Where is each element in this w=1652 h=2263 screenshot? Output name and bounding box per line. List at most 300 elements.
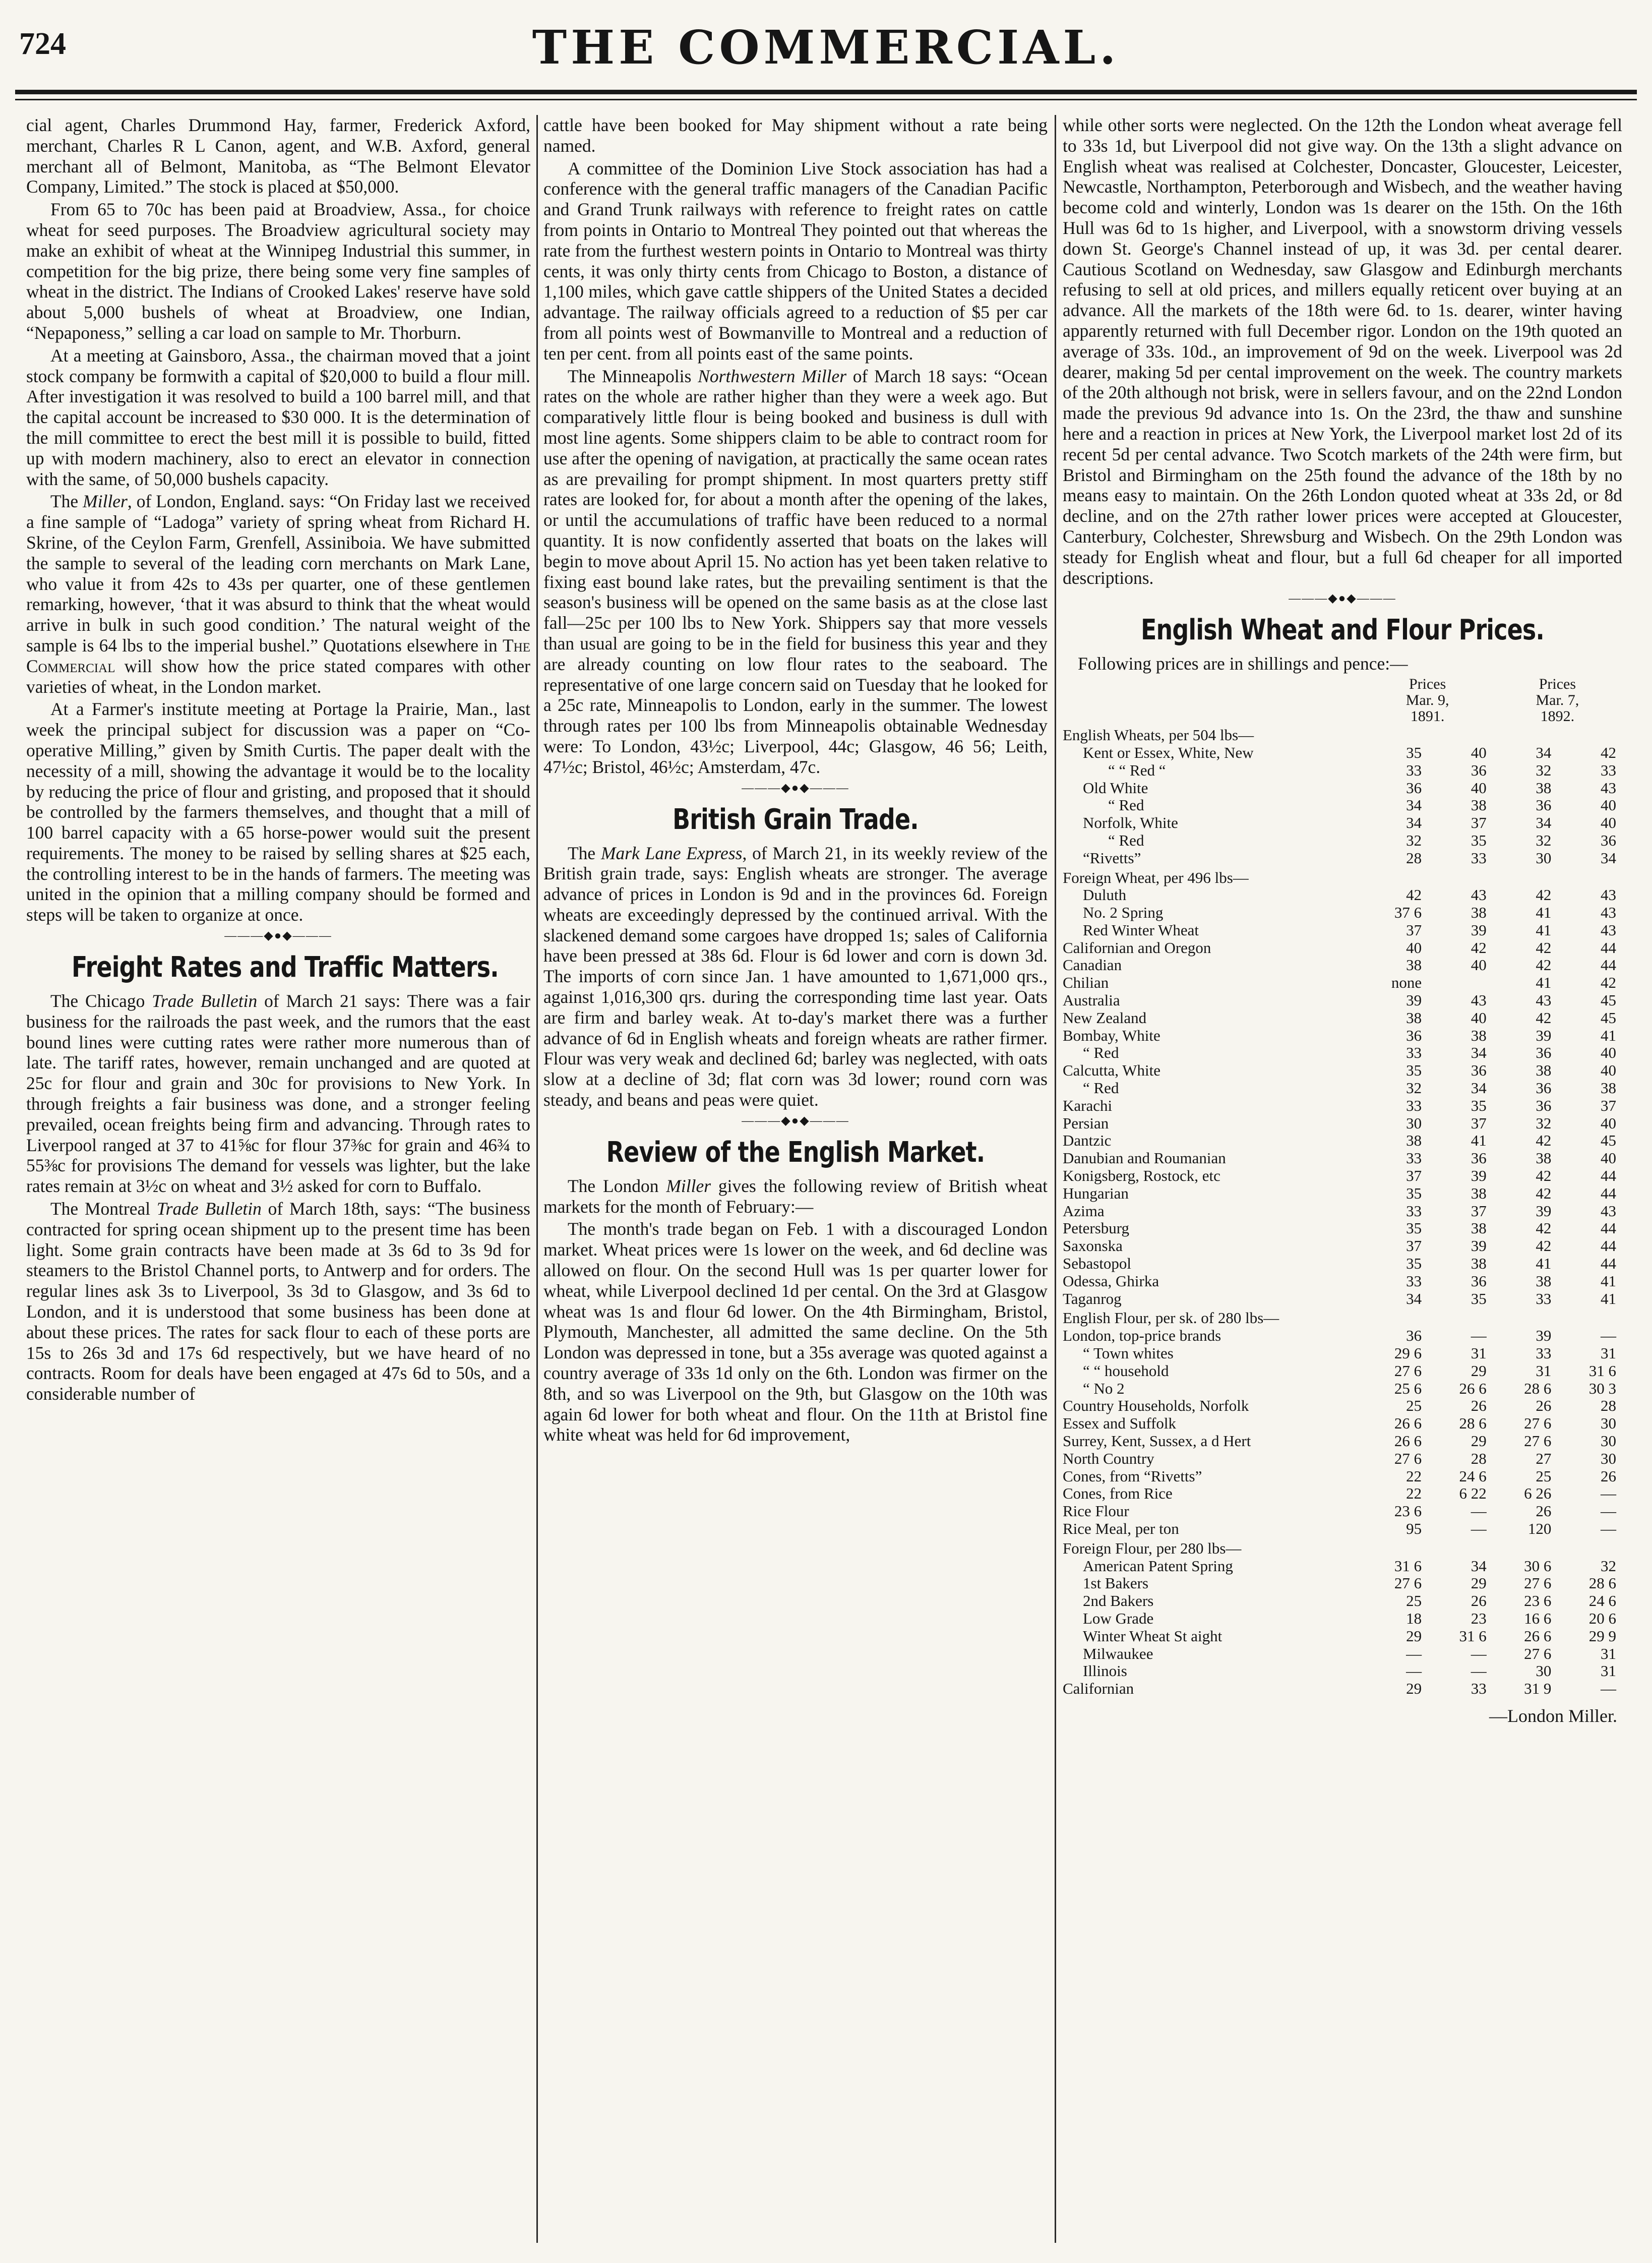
table-row: [1063, 886, 1622, 904]
table-cell-value: [1363, 867, 1428, 887]
table-cell-value: 32: [1536, 761, 1552, 779]
table-cell-value: 32: [1601, 1557, 1616, 1575]
table-cell-value: 37 6: [1394, 904, 1422, 922]
table-cell-name: Rice Flour: [1063, 1503, 1129, 1520]
column-header: Mar. 9,: [1405, 692, 1449, 709]
table-cell-value: 35: [1471, 831, 1487, 849]
table-cell-value: 16 6: [1524, 1610, 1552, 1627]
table-cell-value: 45: [1601, 1132, 1616, 1150]
table-cell-value: 34: [1471, 1080, 1487, 1097]
table-cell-value: 6 26: [1524, 1485, 1552, 1503]
table-cell-value: 45: [1601, 1009, 1616, 1027]
table-cell-value: 29: [1471, 1362, 1487, 1380]
table-cell-value: 40: [1601, 1150, 1616, 1167]
table-cell-value: 42: [1406, 886, 1422, 904]
table-cell-name: “ “ Red “: [1108, 761, 1166, 779]
table-cell-name: “ Red: [1108, 831, 1144, 849]
table-cell-value: 33: [1601, 761, 1616, 779]
table-cell-value: 44: [1601, 1184, 1616, 1202]
table-cell-name: “ “ household: [1083, 1362, 1169, 1380]
table-cell-value: 40: [1601, 814, 1616, 832]
table-cell-value: [1363, 1538, 1428, 1558]
table-cell-name: Calcutta, White: [1063, 1062, 1160, 1080]
table-cell-name: Cones, from “Rivetts”: [1063, 1467, 1202, 1485]
table-cell-value: 40: [1406, 939, 1422, 957]
table-cell-value: 42: [1536, 1132, 1552, 1150]
table-cell-value: 42: [1536, 939, 1552, 957]
paragraph: From 65 to 70c has been paid at Broadview, Assa., for choice wheat for seed purposes. The Broadview agricultural society may make an exhibit of wheat at the Winnipeg Industrial this summer, in competition for the big prize, there being some very fine samples of wheat in the district. The Indians of Crooked Lakes' reserve have sold about 5,000 bushels of wheat at Broadview, one Indian, “Nepaponess,” selling a car load on sample to Mr. Thorburn.: [26, 199, 530, 343]
table-cell-value: —: [1471, 1645, 1487, 1662]
table-cell-name: Bombay, White: [1063, 1027, 1160, 1044]
table-cell-value: [1428, 1307, 1493, 1327]
table-cell-value: 29: [1406, 1680, 1422, 1698]
table-cell-value: 38: [1536, 1062, 1552, 1080]
table-cell-value: 31 9: [1524, 1680, 1552, 1698]
table-cell-name: Red Winter Wheat: [1083, 921, 1199, 939]
section-divider: ———◆●◆———: [1289, 592, 1396, 606]
table-cell-value: 28 6: [1524, 1380, 1552, 1397]
table-cell-value: 25: [1406, 1397, 1422, 1415]
table-cell-name: Odessa, Ghirka: [1063, 1272, 1159, 1290]
table-row: [1063, 1558, 1622, 1575]
newspaper-title: THE COMMERCIAL.: [532, 20, 1120, 75]
table-cell-value: 28: [1406, 849, 1422, 867]
table-cell-value: —: [1471, 1520, 1487, 1537]
table-cell-value: 42: [1536, 1009, 1552, 1027]
table-cell-name: Californian and Oregon: [1063, 939, 1211, 957]
table-cell-value: 38: [1471, 1220, 1487, 1237]
table-cell-value: 34: [1536, 814, 1552, 832]
table-cell-value: 33: [1536, 1345, 1552, 1362]
table-cell-value: 34: [1471, 1044, 1487, 1062]
table-header-row: [1063, 676, 1622, 725]
table-cell-name: Konigsberg, Rostock, etc: [1063, 1167, 1220, 1185]
table-cell-value: 42: [1536, 957, 1552, 974]
table-cell-value: 26: [1536, 1503, 1552, 1520]
table-cell-value: 33: [1471, 849, 1487, 867]
table-cell-name: North Country: [1063, 1450, 1154, 1467]
table-cell-value: 27 6: [1394, 1575, 1422, 1592]
table-row: [1063, 1345, 1622, 1362]
table-cell-value: 22: [1406, 1467, 1422, 1485]
table-cell-value: 36: [1471, 1150, 1487, 1167]
table-row: [1063, 1662, 1622, 1680]
section-divider: ———◆●◆———: [742, 1114, 849, 1127]
table-cell-value: 38: [1536, 1272, 1552, 1290]
table-cell-name: “ Red: [1083, 1044, 1119, 1062]
table-cell-name: Duluth: [1083, 886, 1127, 904]
table-cell-name: Illinois: [1083, 1662, 1127, 1680]
table-row: [1063, 1415, 1622, 1433]
table-group-row: [1063, 1307, 1622, 1327]
table-cell-value: 37: [1406, 1237, 1422, 1255]
table-cell-value: 22: [1406, 1485, 1422, 1503]
table-cell-name: Chilian: [1063, 974, 1109, 992]
table-cell-value: 120: [1527, 1520, 1552, 1537]
table-row: [1063, 1520, 1622, 1538]
column-header: Mar. 7,: [1536, 692, 1579, 709]
table-row: [1063, 1255, 1622, 1273]
table-cell-value: 36: [1536, 1080, 1552, 1097]
table-cell-value: 30: [1601, 1450, 1616, 1467]
table-cell-value: 41: [1601, 1272, 1616, 1290]
paragraph: The Minneapolis Northwestern Miller of March 18 says: “Ocean rates on the whole are rather higher than they were a week ago. But comparatively little flour is being booked and business is dull with most line agents. Some shippers claim to be able to contract room for use after the opening of navigation, at practically the same ocean rates as are prevailing for prompt shipment. In most quarters pretty stiff rates are looked for, for about a month after the opening of the lakes, or until the accumulations of traffic have been reduced to a normal quantity. It is now confidently asserted that boats on the lakes will begin to move about April 15. No action has yet been taken relative to fixing east bound lake rates, but the prevailing sentiment is that the season's business will be opened on the same basis as at the close last fall—25c per 100 lbs to New York. Shippers say that more vessels than usual are going to be in the field for business this year and they are already counting on low flour rates to the seaboard. The representative of one large concern said on Tuesday that he looked for a 25c rate, Minneapolis to London, early in the summer. The lowest through rates per 100 lbs from Minneapolis obtainable Wednesday were: To London, 43½c; Liverpool, 44c; Glasgow, 46 56; Leith, 47½c; Bristol, 46½c; Amsterdam, 47c.: [543, 366, 1048, 777]
table-row: [1063, 1203, 1622, 1220]
table-cell-value: 29: [1406, 1627, 1422, 1645]
section-divider: ———◆●◆———: [742, 781, 849, 795]
column-3: [1063, 115, 1622, 2243]
table-cell-value: 30: [1601, 1433, 1616, 1450]
table-cell-value: 23 6: [1394, 1503, 1422, 1520]
table-cell-value: 41: [1471, 1132, 1487, 1150]
price-table-body: [1063, 725, 1622, 1698]
table-cell-value: 95: [1406, 1520, 1422, 1537]
table-cell-name: Australia: [1063, 992, 1120, 1009]
table-cell-value: 28: [1601, 1397, 1616, 1415]
table-cell-name: “ Red: [1108, 797, 1144, 814]
table-cell-value: 25 6: [1394, 1380, 1422, 1397]
table-cell-value: 42: [1471, 939, 1487, 957]
table-cell-value: 33: [1406, 1044, 1422, 1062]
table-cell-value: 26 6: [1394, 1415, 1422, 1433]
table-cell-name: 2nd Bakers: [1083, 1592, 1154, 1610]
table-cell-value: 26: [1601, 1467, 1616, 1485]
table-row: [1063, 1132, 1622, 1150]
table-cell-value: 42: [1601, 744, 1616, 761]
table-cell-value: 39: [1471, 1237, 1487, 1255]
table-cell-name: Country Households, Norfolk: [1063, 1397, 1249, 1415]
table-cell-value: 44: [1601, 939, 1616, 957]
table-cell-value: 23 6: [1524, 1592, 1552, 1610]
table-row: [1063, 904, 1622, 922]
table-row: [1063, 1185, 1622, 1203]
table-cell-value: 28 6: [1588, 1575, 1616, 1592]
table-cell-value: 43: [1601, 886, 1616, 904]
paragraph: The London Miller gives the following review of British wheat markets for the month of February:—: [543, 1175, 1048, 1217]
table-cell-value: 42: [1536, 1167, 1552, 1185]
column-divider: [536, 115, 538, 2243]
table-cell-value: 43: [1536, 992, 1552, 1009]
table-cell-value: 6 22: [1459, 1485, 1487, 1503]
table-row: [1063, 1167, 1622, 1185]
table-cell-value: [1428, 974, 1493, 992]
table-row: [1063, 1380, 1622, 1398]
table-row: [1063, 1273, 1622, 1290]
table-cell-name: Winter Wheat St aight: [1083, 1627, 1222, 1645]
table-cell-value: 33: [1406, 1150, 1422, 1167]
table-cell-value: 29: [1471, 1575, 1487, 1592]
table-row: [1063, 1628, 1622, 1645]
table-row: [1063, 1468, 1622, 1485]
table-row: [1063, 1009, 1622, 1027]
table-cell-value: 31: [1601, 1662, 1616, 1680]
table-cell-value: 32: [1406, 831, 1422, 849]
masthead: [0, 0, 1652, 131]
table-cell-value: 40: [1471, 1009, 1487, 1027]
table-cell-name: Petersburg: [1063, 1220, 1130, 1237]
table-cell-value: 24 6: [1459, 1467, 1487, 1485]
table-cell-value: 28: [1471, 1450, 1487, 1467]
table-cell-value: 27: [1536, 1450, 1552, 1467]
table-cell-value: 36: [1406, 1027, 1422, 1044]
table-row: [1063, 780, 1622, 797]
table-cell-value: 30: [1536, 849, 1552, 867]
table-row: [1063, 1610, 1622, 1628]
table-cell-value: 41: [1601, 1027, 1616, 1044]
table-cell-value: 39: [1536, 1327, 1552, 1345]
table-cell-value: 36: [1406, 779, 1422, 797]
table-cell-value: 35: [1406, 744, 1422, 761]
masthead-rule-thin: [15, 99, 1637, 100]
table-cell-value: [1557, 1538, 1622, 1558]
table-cell-value: 42: [1536, 1237, 1552, 1255]
table-row: [1063, 939, 1622, 957]
table-cell-value: —: [1601, 1503, 1616, 1520]
table-cell-value: [1557, 725, 1622, 744]
table-cell-name: “ Town whites: [1083, 1345, 1174, 1362]
table-row: [1063, 762, 1622, 780]
table-cell-value: 45: [1601, 992, 1616, 1009]
table-cell-value: 37: [1471, 1202, 1487, 1220]
table-cell-value: 33: [1406, 1202, 1422, 1220]
table-row: [1063, 1220, 1622, 1237]
table-cell-value: 32: [1536, 1114, 1552, 1132]
table-cell-value: 40: [1471, 744, 1487, 761]
table-cell-value: 39: [1536, 1202, 1552, 1220]
table-cell-value: 34: [1536, 744, 1552, 761]
table-cell-value: 33: [1536, 1290, 1552, 1307]
table-cell-value: 20 6: [1588, 1610, 1616, 1627]
table-cell-value: [1428, 867, 1493, 887]
table-cell-name: Foreign Flour, per 280 lbs—: [1063, 1539, 1242, 1557]
paragraph: while other sorts were neglected. On the 12th the London wheat average fell to 33s 1d, but Liverpool did not give way. On the 13th a slight advance on English wheat was realised at Colchester, Doncaster, Gloucester, Leicester, Newcastle, Northampton, Peterborough and Wisbech, and the weather having become cold and winterly, London was 1s dearer on the 15th. On the 16th Hull was 6d to 1s higher, and Liverpool, with a snowstorm driving vessels down St. George's Channel instead of up, it was 3d. per cental dearer. Cautious Scotland on Wednesday, saw Glasgow and Edinburgh merchants refusing to sell at old prices, and millers equally reticent over buying at an advance. All the markets of the 18th were 6d. to 1s. dearer, winter having apparently returned with full December rigor. London on the 19th quoted an average of 33s. 10d., an improvement of 9d on the week. Liverpool was 2d dearer, making 5d per cental improvement on the week. The country markets of the 20th although not brisk, were in sellers favour, and on the 22nd London made the previous 9d advance into 1s. On the 23rd, the thaw and sunshine here and a reaction in prices at New York, the Liverpool market lost 2d of its recent 5d per cental advance. Two Scotch markets of the 24th were firm, but Bristol and Birmingham on the 25th found the advance of the 18th by no means easy to maintain. On the 26th London quoted wheat at 33s 2d, or 8d decline, and on the 27th rather lower prices were accepted at Gloucester, Canterbury, Colchester, Shrewsburg and Wisbech. On the 29th London was steady for English wheat and flour, but a full 6d cheaper for all imported descriptions.: [1063, 115, 1622, 588]
table-cell-name: Azima: [1063, 1202, 1105, 1220]
table-cell-value: 27 6: [1524, 1575, 1552, 1592]
table-cell-value: 34: [1406, 814, 1422, 832]
table-cell-name: Dantzic: [1063, 1132, 1112, 1150]
table-cell-value: 34: [1406, 797, 1422, 814]
table-cell-value: 31 6: [1394, 1557, 1422, 1575]
table-cell-value: 31: [1536, 1362, 1552, 1380]
table-cell-value: 27 6: [1394, 1362, 1422, 1380]
table-cell-value: 33: [1406, 1097, 1422, 1114]
table-cell-value: 31 6: [1459, 1627, 1487, 1645]
table-cell-value: 26: [1471, 1592, 1487, 1610]
table-cell-value: 36: [1536, 797, 1552, 814]
table-cell-value: [1493, 1538, 1558, 1558]
column-2: [543, 115, 1048, 2243]
table-cell-value: 40: [1471, 779, 1487, 797]
table-cell-value: 32: [1536, 831, 1552, 849]
table-cell-name: No. 2 Spring: [1083, 904, 1164, 922]
table-cell-value: none: [1391, 974, 1422, 992]
table-cell-value: 37: [1471, 1114, 1487, 1132]
paragraph: At a meeting at Gainsboro, Assa., the chairman moved that a joint stock company be formwith a capital of $20,000 to build a flour mill. After investigation it was resolved to build a 100 barrel mill, and that the capital account be increased to $30 000. It is the determination of the mill committee to erect the best mill it is possible to build, fitted up with modern machinery, also to erect an elevator in connection with the same, of 50,000 bushels capacity.: [26, 345, 530, 489]
table-row: [1063, 1450, 1622, 1468]
section-divider: ———◆●◆———: [224, 929, 332, 943]
table-cell-value: —: [1601, 1327, 1616, 1345]
table-cell-value: [1557, 867, 1622, 887]
table-cell-value: 35: [1406, 1184, 1422, 1202]
table-cell-value: 38: [1471, 1027, 1487, 1044]
table-cell-value: 40: [1601, 797, 1616, 814]
table-cell-value: 30 6: [1524, 1557, 1552, 1575]
table-cell-name: Hungarian: [1063, 1184, 1129, 1202]
table-cell-value: 37: [1406, 1167, 1422, 1185]
table-cell-name: “ Red: [1083, 1080, 1119, 1097]
table-cell-name: English Wheats, per 504 lbs—: [1063, 726, 1254, 744]
table-cell-value: 44: [1601, 957, 1616, 974]
table-cell-value: 33: [1471, 1680, 1487, 1698]
table-cell-name: “ No 2: [1083, 1380, 1125, 1397]
table-cell-name: New Zealand: [1063, 1009, 1147, 1027]
table-cell-value: 26: [1536, 1397, 1552, 1415]
table-row: [1063, 1115, 1622, 1133]
table-cell-value: 33: [1406, 1272, 1422, 1290]
table-cell-value: 27 6: [1394, 1450, 1422, 1467]
table-row: [1063, 1592, 1622, 1610]
table-row: [1063, 974, 1622, 992]
table-cell-value: 36: [1406, 1327, 1422, 1345]
table-cell-name: English Flour, per sk. of 280 lbs—: [1063, 1309, 1279, 1327]
table-cell-value: 29 6: [1394, 1345, 1422, 1362]
table-cell-value: 31: [1471, 1345, 1487, 1362]
table-row: [1063, 957, 1622, 974]
table-cell-value: 38: [1471, 904, 1487, 922]
page-number: 724: [19, 27, 66, 61]
table-cell-value: 43: [1601, 921, 1616, 939]
table-cell-value: 26 6: [1524, 1627, 1552, 1645]
table-cell-value: [1493, 867, 1558, 887]
table-cell-value: 43: [1471, 886, 1487, 904]
paragraph: The Montreal Trade Bulletin of March 18th, says: “The business contracted for spring ocean shipment up to the present time has been light. Some grain contracts have been made at 3s 6d to 3s 9d for steamers to the Bristol Channel ports, to Antwerp and for orders. The regular lines ask 3s to Liverpool, 3s 3d to Glasgow, and 3s 6d to London, and it is understood that some business has been done at about these prices. The rates for sack flour to each of these ports are 15s to 26s 3d and 17s 6d respectively, but we have heard of no contracts. Room for deals have been engaged at 47s 6d to 50s, and a considerable number of: [26, 1199, 530, 1404]
table-cell-value: 40: [1601, 1044, 1616, 1062]
paragraph: The Miller, of London, England. says: “On Friday last we received a fine sample of “Ladoga” variety of spring wheat from Richard H. Skrine, of the Ceylon Farm, Grenfell, Assiniboia. We have submitted the sample to several of the leading corn merchants on Mark Lane, who value it from 42s to 43s per quarter, one of these gentlemen remarking, however, ‘that it was absurd to think that the wheat would arrive in bulk in such good condition.’ The natural weight of the sample is 64 lbs to the imperial bushel.” Quotations elsewhere in The Commercial will show how the price stated compares with other varieties of wheat, in the London market.: [26, 491, 530, 697]
headline-wheat-flour-prices: English Wheat and Flour Prices.: [1140, 614, 1545, 647]
table-cell-name: Saxonska: [1063, 1237, 1123, 1255]
column-header: Prices: [1539, 676, 1576, 693]
column-1: [26, 115, 530, 2243]
table-cell-value: 27 6: [1524, 1645, 1552, 1662]
table-cell-value: 35: [1406, 1062, 1422, 1080]
price-table: [1063, 676, 1622, 1698]
table-cell-value: 41: [1536, 974, 1552, 992]
table-cell-value: 30: [1601, 1415, 1616, 1433]
table-row: [1063, 1027, 1622, 1045]
table-cell-value: [1428, 1538, 1493, 1558]
table-row: [1063, 1433, 1622, 1450]
table-row: [1063, 1575, 1622, 1592]
paragraph: At a Farmer's institute meeting at Portage la Prairie, Man., last week the principal subject for discussion was a paper on “Co-operative Milling,” given by Smith Curtis. The paper dealt with the necessity of a mill, showing the advantage it would be to the locality by reducing the price of flour and gristing, and proposed that it should be controlled by the farmers themselves, and thought that a mill of 100 barrel capacity with a 65 horse-power would suit the present requirements. The money to be raised by selling shares at $25 each, the controlling interest to be in the hands of farmers. The meeting was united in the opinion that a milling company should be formed and steps will be taken to organize at once.: [26, 699, 530, 925]
table-cell-value: 38: [1471, 1184, 1487, 1202]
table-cell-value: —: [1406, 1662, 1422, 1680]
table-cell-value: 25: [1536, 1467, 1552, 1485]
headline-review-english-market: Review of the English Market.: [606, 1136, 985, 1169]
table-row: [1063, 1645, 1622, 1663]
table-cell-value: 42: [1536, 1220, 1552, 1237]
headline-freight-rates: Freight Rates and Traffic Matters.: [72, 951, 499, 984]
table-cell-name: Low Grade: [1083, 1610, 1154, 1627]
table-cell-name: Sebastopol: [1063, 1255, 1132, 1273]
table-row: [1063, 1080, 1622, 1097]
table-cell-name: American Patent Spring: [1083, 1557, 1233, 1575]
table-row: [1063, 832, 1622, 850]
table-cell-value: 43: [1601, 1202, 1616, 1220]
table-cell-value: —: [1406, 1645, 1422, 1662]
table-group-row: [1063, 1538, 1622, 1558]
table-cell-value: 24 6: [1588, 1592, 1616, 1610]
table-cell-value: [1493, 725, 1558, 744]
masthead-rule: [15, 90, 1637, 94]
table-row: [1063, 1485, 1622, 1503]
table-cell-value: —: [1601, 1485, 1616, 1503]
table-cell-value: —: [1601, 1680, 1616, 1698]
table-cell-value: 28 6: [1459, 1415, 1487, 1433]
table-cell-value: 27 6: [1524, 1433, 1552, 1450]
table-cell-value: —: [1471, 1503, 1487, 1520]
table-cell-value: 36: [1471, 761, 1487, 779]
table-cell-value: 27 6: [1524, 1415, 1552, 1433]
paragraph: cattle have been booked for May shipment without a rate being named.: [543, 115, 1048, 156]
table-cell-name: Norfolk, White: [1083, 814, 1178, 832]
table-cell-value: 33: [1406, 761, 1422, 779]
table-cell-value: 36: [1536, 1097, 1552, 1114]
table-cell-name: Old White: [1083, 779, 1148, 797]
table-cell-name: Karachi: [1063, 1097, 1113, 1114]
table-cell-value: 41: [1536, 921, 1552, 939]
paragraph: The Chicago Trade Bulletin of March 21 says: There was a fair business for the railroads the past week, and the rumors that the east bound lines were cutting rates were rather more numerous than of late. The tariff rates, however, remain unchanged and are quoted at 25c for flour and grain and 30c for provisions to New York. In through freights a fair business was done, and a stronger feeling prevailed, ocean freights being firm and advancing. Through rates to Liverpool ranged at 37 to 41⅝c for flour 37⅜c for grain and 46¾ to 55⅜c for provisions The demand for vessels was lighter, but the lake rates remain at 3½c on wheat and 3½ asked for corn to Buffalo.: [26, 991, 530, 1197]
table-cell-value: 40: [1601, 1062, 1616, 1080]
table-cell-value: 31: [1601, 1345, 1616, 1362]
table-cell-value: 26 6: [1394, 1433, 1422, 1450]
table-cell-value: 40: [1601, 1114, 1616, 1132]
column-header: 1892.: [1540, 708, 1575, 725]
table-cell-value: 30: [1536, 1662, 1552, 1680]
headline-british-grain-trade: British Grain Trade.: [672, 803, 919, 836]
table-cell-value: 29: [1471, 1433, 1487, 1450]
table-row: [1063, 1680, 1622, 1698]
table-cell-value: 42: [1536, 886, 1552, 904]
table-cell-value: 43: [1471, 992, 1487, 1009]
table-row: [1063, 1150, 1622, 1167]
table-cell-value: —: [1471, 1662, 1487, 1680]
table-row: [1063, 1237, 1622, 1255]
table-cell-name: Essex and Suffolk: [1063, 1415, 1177, 1433]
table-cell-value: [1363, 725, 1428, 744]
table-cell-value: 43: [1601, 904, 1616, 922]
table-cell-value: 23: [1471, 1610, 1487, 1627]
table-cell-value: 44: [1601, 1167, 1616, 1185]
table-row: [1063, 1503, 1622, 1520]
table-cell-value: 38: [1536, 1150, 1552, 1167]
table-cell-name: Milwaukee: [1083, 1645, 1153, 1662]
table-intro: Following prices are in shillings and pence:—: [1078, 653, 1408, 674]
table-cell-value: 39: [1471, 1167, 1487, 1185]
table-cell-value: 38: [1471, 1255, 1487, 1273]
table-cell-value: 26: [1471, 1397, 1487, 1415]
table-cell-value: 38: [1471, 797, 1487, 814]
table-cell-value: 44: [1601, 1237, 1616, 1255]
table-cell-value: 34: [1406, 1290, 1422, 1307]
paragraph: A committee of the Dominion Live Stock association has had a conference with the general traffic managers of the Canadian Pacific and Grand Trunk railways with reference to freight rates on cattle from points in Ontario to Montreal They pointed out that whereas the rate from the furthest western points in Ontario to Montreal was thirty cents, it was only thirty cents from Chicago to Boston, a distance of 1,100 miles, which gave cattle shippers of the United States a decided advantage. The railway officials agreed to a reduction of $5 per car from all points west of Bowmanville to Montreal and a reduction of ten per cent. from all points east of the same points.: [543, 158, 1048, 364]
table-cell-name: Kent or Essex, White, New: [1083, 744, 1254, 761]
table-cell-value: 44: [1601, 1220, 1616, 1237]
table-row: [1063, 992, 1622, 1009]
table-cell-name: Californian: [1063, 1680, 1134, 1698]
table-cell-name: “Rivetts”: [1083, 849, 1141, 867]
table-cell-value: 37: [1471, 814, 1487, 832]
table-cell-name: Foreign Wheat, per 496 lbs—: [1063, 868, 1249, 886]
